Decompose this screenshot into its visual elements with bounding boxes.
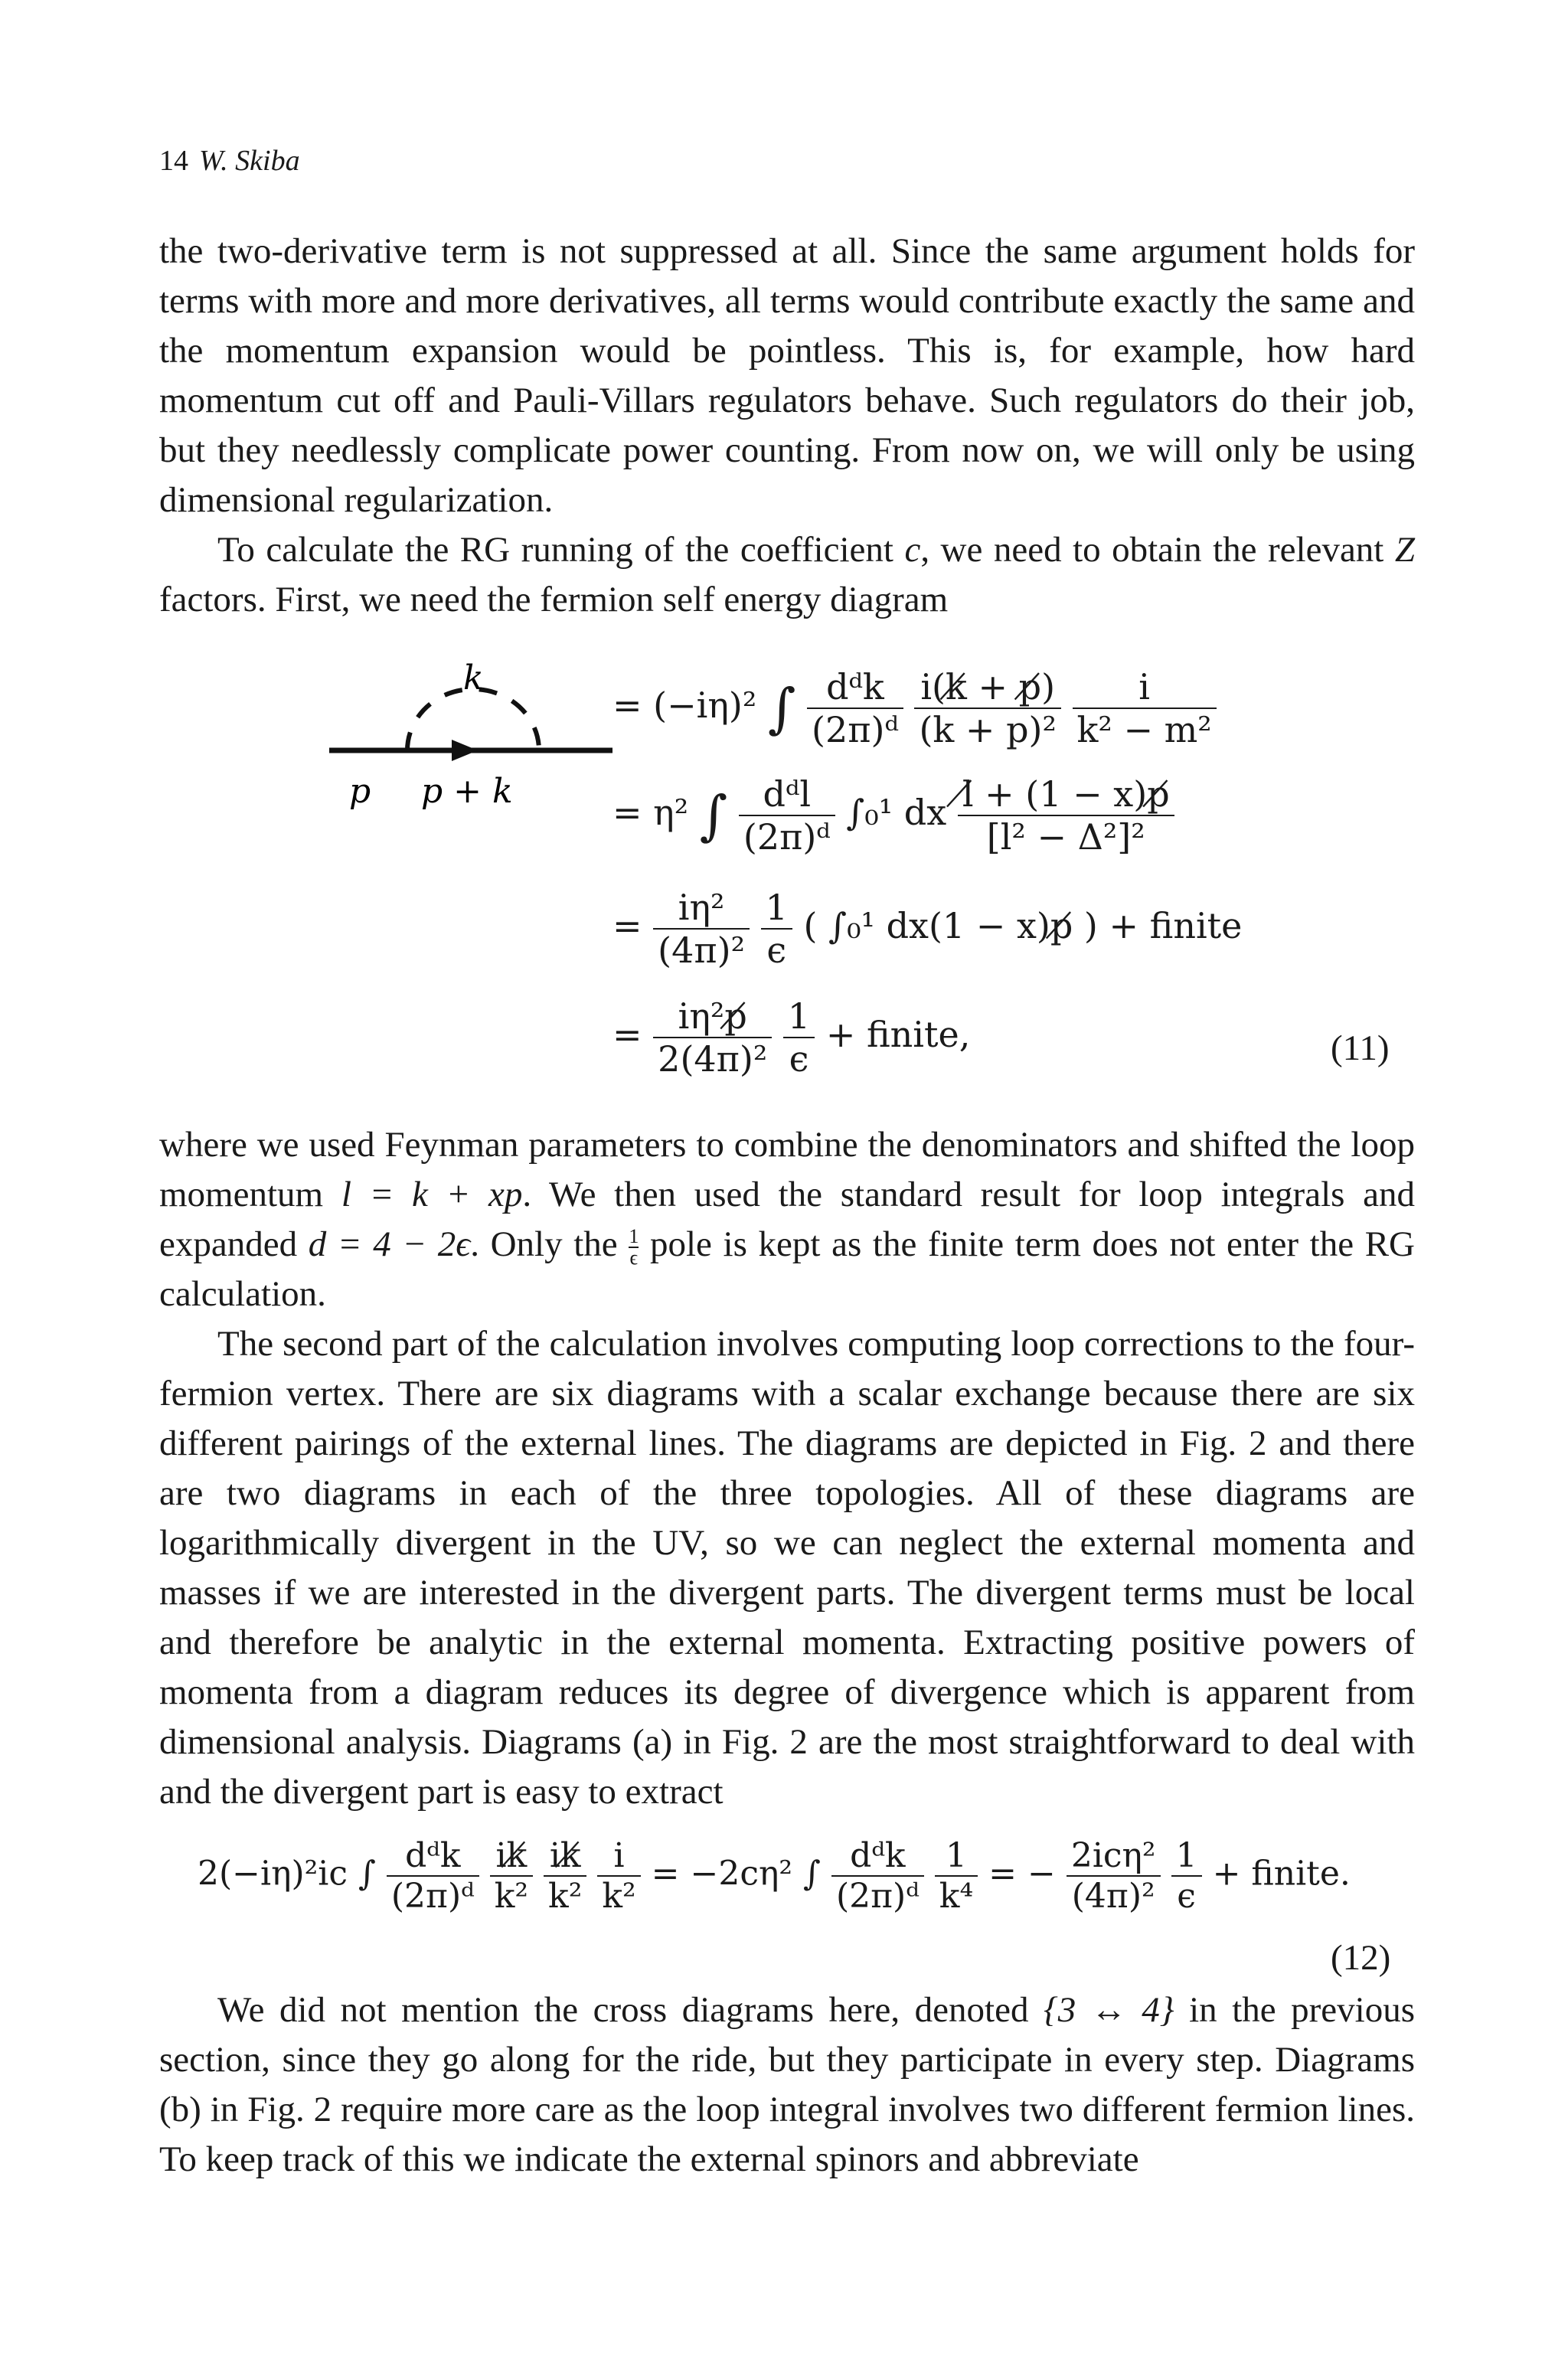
eq11-line4 [612,995,970,1080]
eq12-frac-coefficient [1067,1836,1161,1916]
eq12-prefix: 2(−iη)²ic ∫ [198,1854,376,1894]
eq11-frac-pole [783,995,815,1080]
paragraph-4: The second part of the calculation involves computing loop corrections to the four-fermion vertex. There are six diagrams with a scalar exchange because there are six different pairings of the external lines. The diagrams are depicted in Fig. 2 and there are two diagrams in each of the three topologies. All of these diagrams are logarithmically divergent in the UV, so we can neglect the external momenta and masses if we are interested in the divergent parts. The divergent terms must be local and therefore be analytic in the external momenta. Extracting positive powers of momenta from a diagram reduces its degree of divergence which is apparent from dimensional analysis. Diagrams (a) in Fig. 2 are the most straightforward to deal with and the divergent part is easy to extract [159,1324,1415,1812]
running-header [159,144,300,178]
integral-sign: ∫ [699,784,728,847]
frac-den: ϵ [1177,1877,1196,1916]
eq12-frac-pole [1171,1836,1202,1916]
frac-num: i [1073,666,1217,709]
eq12 [198,1836,1351,1916]
frac-num: iη² [653,887,750,930]
eq12-tail: + finite. [1212,1854,1351,1894]
frac-den: ϵ [766,930,787,971]
eq12-frac-k4 [935,1836,978,1916]
frac-den: (4π)² [1071,1877,1155,1916]
eq11-line3-rest: ( ∫₀¹ dx(1 − x)p̸ ) + finite [803,905,1243,946]
eq11-line3-lhs: = [612,905,642,946]
frac-num: dᵈk [831,1836,924,1877]
equation-number-12: (12) [1331,1938,1391,1978]
frac-den: [l² − Δ²]² [986,816,1145,858]
frac-den: k² [602,1877,636,1916]
paragraph-5-text-a: We did not mention the cross diagrams here, denoted [217,1990,1044,2030]
frac-den: (4π)² [658,930,746,971]
eq11-line4-lhs: = [612,1014,642,1055]
eq11-frac-measure-l [739,773,835,858]
eq11-frac-pole [761,887,792,971]
paragraph-3-text-a: where we used Feynman parameters to combine the denominators and shifted the loop momentum [159,1125,1415,1214]
frac-den: (2π)ᵈ [390,1877,475,1916]
frac-num: 1 [629,1225,639,1248]
frac-num: i(k̸ + p̸) [914,666,1060,709]
eq11-line1 [612,666,1217,750]
math-cross-diagrams: {3 ↔ 4} [1043,1990,1174,2030]
frac-num: 1 [761,887,792,930]
eq12-frac-propagator-3 [597,1836,640,1916]
scalar-loop-dashed [407,689,539,750]
frac-num: 1 [1171,1836,1202,1877]
diagram-label-p: p [349,772,371,811]
frac-den: (k + p)² [919,709,1057,750]
paragraph-3 [159,1120,1415,1319]
eq11-frac-coefficient [653,887,750,971]
frac-num: ik̸ [490,1836,533,1877]
paragraph-5 [159,1985,1415,2185]
eq11-line4-rest: + finite, [825,1014,971,1055]
eq11-line2-lhs: = η² [612,792,689,833]
equation-number-11: (11) [1331,1028,1390,1068]
eq11-frac-scalar-propagator [1073,666,1217,750]
frac-num: 1 [935,1836,978,1877]
feynman-parameter-integral: ∫₀¹ dx [846,792,947,833]
frac-den: k² − m² [1076,709,1212,750]
self-energy-diagram [322,628,628,811]
math-c: c [904,530,921,570]
frac-num: iη²p̸ [653,995,772,1038]
inline-pole-fraction [629,1227,639,1268]
eq11-line2 [612,773,1174,858]
paragraph-2-text-b: , we need to obtain the relevant [920,530,1395,570]
frac-num: l̸ + (1 − x)p̸ [958,773,1174,816]
eq11-line3 [612,887,1242,971]
frac-num: i [597,1836,640,1877]
eq12-equals: = − [988,1854,1056,1894]
eq12-frac-propagator-2 [544,1836,586,1916]
frac-den: k² [494,1877,529,1916]
frac-den: k² [548,1877,583,1916]
eq11-line1-lhs: = (−iη)² [612,685,757,726]
frac-den: (2π)ᵈ [835,1877,920,1916]
frac-den: (2π)ᵈ [812,709,899,750]
frac-num: 1 [783,995,815,1038]
paragraph-3-text-b: . We then used the standard result for loop integrals and expanded [159,1175,1415,1264]
frac-den: k⁴ [939,1877,974,1916]
frac-den: 2(4π)² [658,1038,768,1080]
frac-num: 2icη² [1067,1836,1161,1877]
eq11-frac-measure [807,666,903,750]
frac-num: dᵈk [387,1836,479,1877]
frac-num: dᵈl [739,773,835,816]
frac-den: (2π)ᵈ [743,816,831,858]
eq12-middle: = −2cη² ∫ [651,1854,821,1894]
math-loop-momentum: l = k + xp [341,1175,523,1214]
paragraph-2-text-a: To calculate the RG running of the coefficient [217,530,905,570]
eq11-frac-fermion-propagator [914,666,1060,750]
fermion-arrow-icon [452,740,478,761]
paragraph-5-text-b: in the previous section, since they go along for the ride, but they participate in every step. Diagrams (b) in Fig. 2 require more care as the loop integral involves two different fermion lines. To keep track of this we indicate the external spinors and abbreviate [159,1990,1416,2179]
paragraph-2-text-d: factors. First, we need the fermion self energy diagram [159,580,949,619]
eq11-frac-shifted [958,773,1174,858]
math-z: Z [1394,530,1415,570]
eq12-frac-measure-2 [831,1836,924,1916]
page-number: 14 [159,145,188,177]
eq11-frac-result [653,995,772,1080]
math-dimension: d = 4 − 2ϵ [308,1224,471,1264]
integral-sign: ∫ [767,677,796,740]
frac-num: dᵈk [807,666,903,709]
frac-den: ϵ [789,1038,809,1080]
frac-den: ϵ [629,1247,639,1270]
paragraph-3-text-d: pole is kept as the finite term does not enter the RG calculation. [159,1224,1415,1314]
frac-num: ik̸ [544,1836,586,1877]
eq12-frac-measure [387,1836,479,1916]
running-author: W. Skiba [199,145,300,177]
paragraph-3-text-c: . Only the [470,1224,629,1264]
paragraph-2 [159,525,1415,625]
diagram-label-p-plus-k: p + k [421,772,513,811]
diagram-label-k: k [463,658,484,698]
eq12-frac-propagator-1 [490,1836,533,1916]
paragraph-1: the two-derivative term is not suppressed at all. Since the same argument holds for terms with more and more derivatives, all terms would contribute exactly the same and the momentum expansion would be pointless. This is, for example, how hard momentum cut off and Pauli-Villars regulators behave. Such regulators do their job, but they needlessly complicate power counting. From now on, we will only be using dimensional regularization. [159,231,1415,520]
